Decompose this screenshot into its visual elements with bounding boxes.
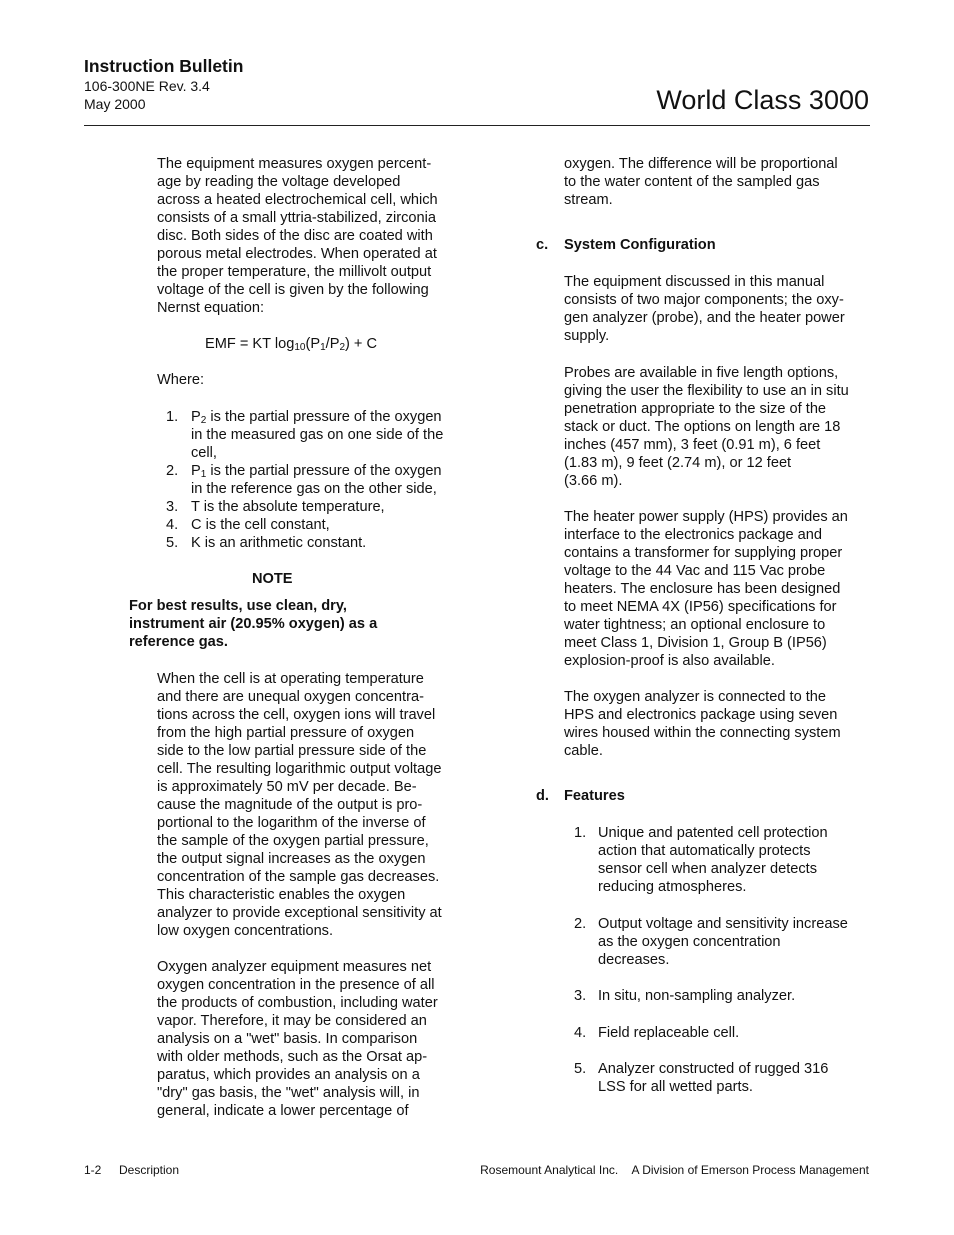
nernst-equation: EMF = KT $\log_{10}(P_1/P_2) + C$ — [205, 336, 378, 353]
list-item: C is the cell constant, — [191, 517, 330, 533]
product-title: World Class 3000 — [656, 85, 869, 115]
where-label: Where: — [157, 372, 205, 388]
list-number: 4. — [166, 517, 179, 533]
list-number: 5. — [574, 1061, 587, 1077]
feature-item: Output voltage and sensitivity increase as the oxygen concentration decreases. — [598, 916, 848, 968]
feature-item: Unique and patented cell protection action that automatically protects sensor cell when analyzer detects reducing atmospheres. — [598, 825, 828, 895]
document-number: 106-300NE Rev. 3.4 — [84, 78, 210, 94]
footer-section: Description — [119, 1163, 180, 1177]
section-heading-system-configuration: System Configuration — [564, 237, 716, 253]
section-letter: c. — [536, 237, 549, 253]
list-number: 5. — [166, 535, 179, 551]
header-divider — [84, 125, 870, 126]
list-number: 3. — [166, 499, 179, 515]
list-item: K is an arithmetic constant. — [191, 535, 367, 551]
note-text: For best results, use clean, dry, instrument air (20.95% oxygen) as a reference gas. — [129, 598, 378, 650]
heater-power-paragraph: The heater power supply (HPS) provides an interface to the electronics package and contains a transformer for supplying proper voltage to the 44 Vac and 115 Vac probe heaters. The enclosure has been designed to meet NEMA 4X (IP56) specifications for water tightness; an optional enclosure to meet Class 1, Division 1, Group B (IP56) explosion-proof is also available. — [564, 509, 848, 669]
probe-length-paragraph: Probes are available in five length options, giving the user the flexibility to use an in situ penetration appropriate to the size of the stack or duct. The options on length are 18 inches (457 mm), 3 feet (0.91 m), 6 feet (1.83 m), 9 feet (2.74 m), or 12 feet (3.66 m). — [564, 365, 849, 489]
page-number: 1-2 — [84, 1163, 102, 1177]
list-number: 1. — [166, 409, 179, 425]
list-item: T is the absolute temperature, — [191, 499, 385, 515]
note-heading: NOTE — [252, 571, 293, 587]
list-item: $P_2$ is the partial pressure of the oxygen in the measured gas on one side of the cell, — [191, 409, 444, 461]
list-number: 3. — [574, 988, 587, 1004]
feature-item: In situ, non-sampling analyzer. — [598, 988, 796, 1004]
list-number: 1. — [574, 825, 587, 841]
bulletin-title: Instruction Bulletin — [84, 56, 244, 76]
section-heading-features: Features — [564, 788, 625, 804]
list-item: $P_1$ is the partial pressure of the oxygen in the reference gas on the other side, — [191, 463, 442, 497]
system-config-paragraph: The equipment discussed in this manual consists of two major components; the oxy- gen analyzer (probe), and the heater power supply. — [564, 274, 845, 344]
footer-company: Rosemount Analytical Inc. A Division of Emerson Process Management — [480, 1163, 869, 1177]
connection-paragraph: The oxygen analyzer is connected to the HPS and electronics package using seven wires housed within the connecting system cable. — [564, 689, 841, 759]
continued-paragraph: oxygen. The difference will be proportional to the water content of the sampled gas stream. — [564, 156, 838, 208]
section-letter: d. — [536, 788, 549, 804]
list-number: 2. — [574, 916, 587, 932]
feature-item: Field replaceable cell. — [598, 1025, 740, 1041]
intro-paragraph: The equipment measures oxygen percent- age by reading the voltage developed across a heated electrochemical cell, which consists of a small yttria-stabilized, zirconia disc. Both sides of the disc are coated with porous metal electrodes. When operated at the proper temperature, the millivolt output voltage of the cell is given by the following Nernst equation: — [157, 156, 438, 316]
document-date: May 2000 — [84, 96, 146, 112]
feature-item: Analyzer constructed of rugged 316 LSS for all wetted parts. — [598, 1061, 829, 1095]
list-number: 2. — [166, 463, 179, 479]
wet-basis-paragraph: Oxygen analyzer equipment measures net oxygen concentration in the presence of all the products of combustion, including water vapor. Therefore, it may be considered an analysis on a "wet" basis. In comparison with older methods, such as the Orsat ap- paratus, which provides an analysis on a "dry" gas basis, the "wet" analysis will, in general, indicate a lower percentage of — [157, 959, 438, 1119]
list-number: 4. — [574, 1025, 587, 1041]
operating-paragraph: When the cell is at operating temperature and there are unequal oxygen concentra- tions across the cell, oxygen ions will travel from the high partial pressure of oxygen side to the low partial pressure side of the cell. The resulting logarithmic output voltage is approximately 50 mV per decade. Be- cause the magnitude of the output is pro- portional to the logarithm of the inverse of the sample of the oxygen partial pressure, the output signal increases as the oxygen concentration of the sample gas decreases. This characteristic enables the oxygen analyzer to provide exceptional sensitivity at low oxygen concentrations. — [157, 671, 442, 939]
